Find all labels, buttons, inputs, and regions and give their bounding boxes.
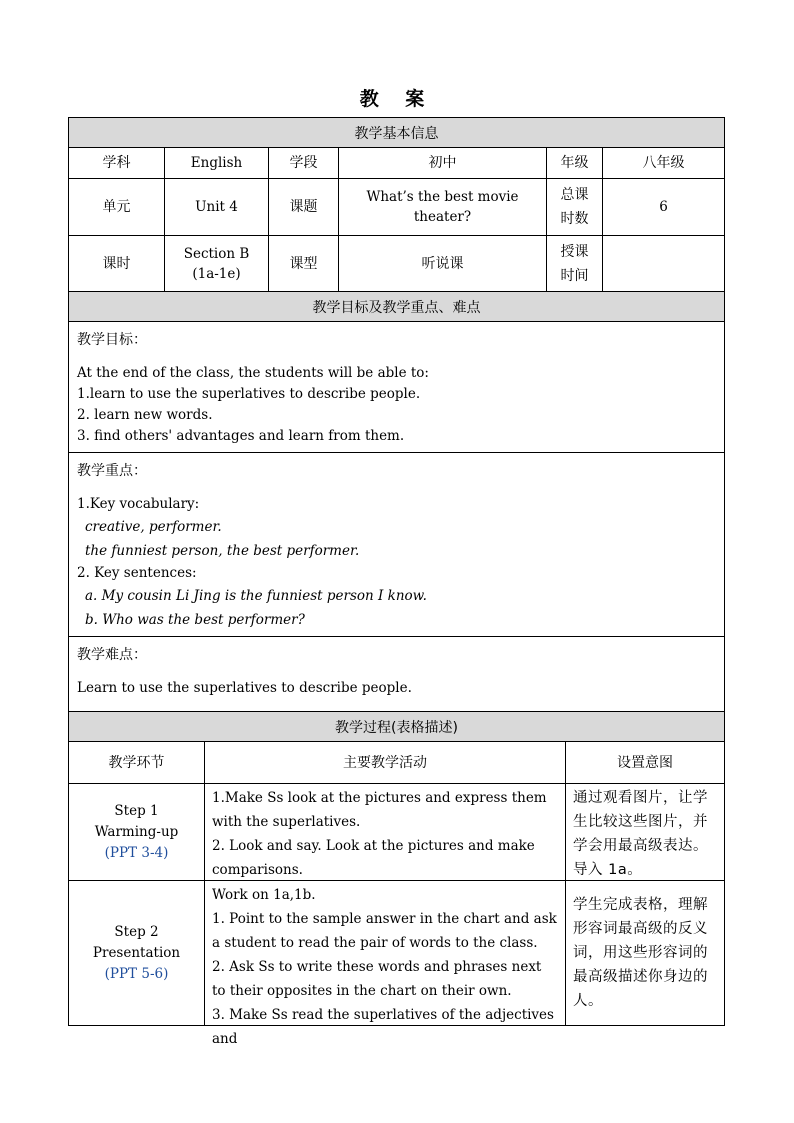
process-header: 教学过程(表格描述) xyxy=(68,712,725,742)
info-row-period xyxy=(68,236,725,292)
topic-label: 课题 xyxy=(269,179,339,235)
period-label: 课时 xyxy=(69,236,165,291)
activity-line: 1.Make Ss look at the pictures and express them with the superlatives. xyxy=(212,790,547,830)
step-cell xyxy=(69,881,205,1025)
lesson-plan-table xyxy=(68,117,725,1047)
key-vocab-line: the funniest person, the best performer. xyxy=(85,543,360,559)
teach-time-label: 授课时间 xyxy=(547,236,603,291)
intent-cell: 通过观看图片，让学生比较这些图片，并学会用最高级表达。导入 1a。 xyxy=(573,790,708,878)
stage-value: 初中 xyxy=(339,148,547,178)
difficult-text: Learn to use the superlatives to describe people. xyxy=(77,680,412,696)
activities-cell xyxy=(205,881,566,1047)
activity-line: 2. Look and say. Look at the pictures and make comparisons. xyxy=(212,838,535,878)
objective-line: At the end of the class, the students will be able to: xyxy=(77,365,429,381)
process-step-row xyxy=(68,881,725,1047)
key-sentence-line: b. Who was the best performer? xyxy=(85,612,305,628)
key-sentence-line: a. My cousin Li Jing is the funniest person I know. xyxy=(85,588,427,604)
period-value: Section B (1a-1e) xyxy=(165,236,269,291)
step-stage: Warming-up xyxy=(94,823,179,840)
activity-line: 1. Point to the sample answer in the chart and ask a student to read the pair of words to the class. xyxy=(212,911,557,951)
intent-cell: 学生完成表格，理解形容词最高级的反义词，用这些形容词的最高级描述你身边的人。 xyxy=(573,897,708,1009)
activity-line: Work on 1a,1b. xyxy=(212,887,316,903)
process-column-header xyxy=(68,742,725,784)
step-stage: Presentation xyxy=(92,944,181,961)
process-step-row xyxy=(68,784,725,881)
lesson-type-value: 听说课 xyxy=(339,236,547,291)
objective-line: 3. find others' advantages and learn from them. xyxy=(77,428,405,444)
total-hours-label: 总课时数 xyxy=(547,179,603,235)
objectives-label: 教学目标： xyxy=(77,332,147,348)
step-ppt: (PPT 3-4) xyxy=(104,844,169,861)
basic-info-header: 教学基本信息 xyxy=(68,117,725,148)
total-hours-value: 6 xyxy=(659,199,668,215)
activity-line: 3. Make Ss read the superlatives of the adjectives and xyxy=(212,1007,554,1047)
column-step: 教学环节 xyxy=(69,742,205,783)
activities-cell xyxy=(205,784,566,880)
step-cell xyxy=(69,784,205,880)
key-vocab-title: 1.Key vocabulary: xyxy=(77,496,200,512)
info-row-subject xyxy=(68,148,725,179)
key-points-label: 教学重点： xyxy=(77,463,147,479)
difficult-points-block xyxy=(68,637,725,712)
step-ppt: (PPT 5-6) xyxy=(104,965,169,982)
column-activities: 主要教学活动 xyxy=(205,742,566,783)
subject-label: 学科 xyxy=(69,148,165,178)
grade-value: 八年级 xyxy=(642,155,685,171)
column-intent: 设置意图 xyxy=(617,754,673,771)
difficult-label: 教学难点： xyxy=(77,647,147,663)
key-points-block xyxy=(68,453,725,637)
info-row-unit xyxy=(68,179,725,236)
lesson-type-label: 课型 xyxy=(269,236,339,291)
step-name: Step 1 xyxy=(114,802,159,819)
unit-value: Unit 4 xyxy=(165,179,269,235)
objective-line: 1.learn to use the superlatives to describe people. xyxy=(77,386,421,402)
subject-value: English xyxy=(165,148,269,178)
objective-line: 2. learn new words. xyxy=(77,407,213,423)
activity-line: 2. Ask Ss to write these words and phrases next to their opposites in the chart on their own. xyxy=(212,959,542,999)
key-sentences-title: 2. Key sentences: xyxy=(77,565,197,581)
teach-time-value xyxy=(603,236,724,291)
grade-label: 年级 xyxy=(547,148,603,178)
stage-label: 学段 xyxy=(269,148,339,178)
objectives-header: 教学目标及教学重点、难点 xyxy=(68,292,725,322)
step-name: Step 2 xyxy=(114,923,159,940)
unit-label: 单元 xyxy=(69,179,165,235)
topic-value: What’s the best movie theater? xyxy=(339,179,547,235)
page-title: 教 案 xyxy=(359,88,435,110)
objectives-block xyxy=(68,322,725,453)
key-vocab-line: creative, performer. xyxy=(85,519,222,535)
